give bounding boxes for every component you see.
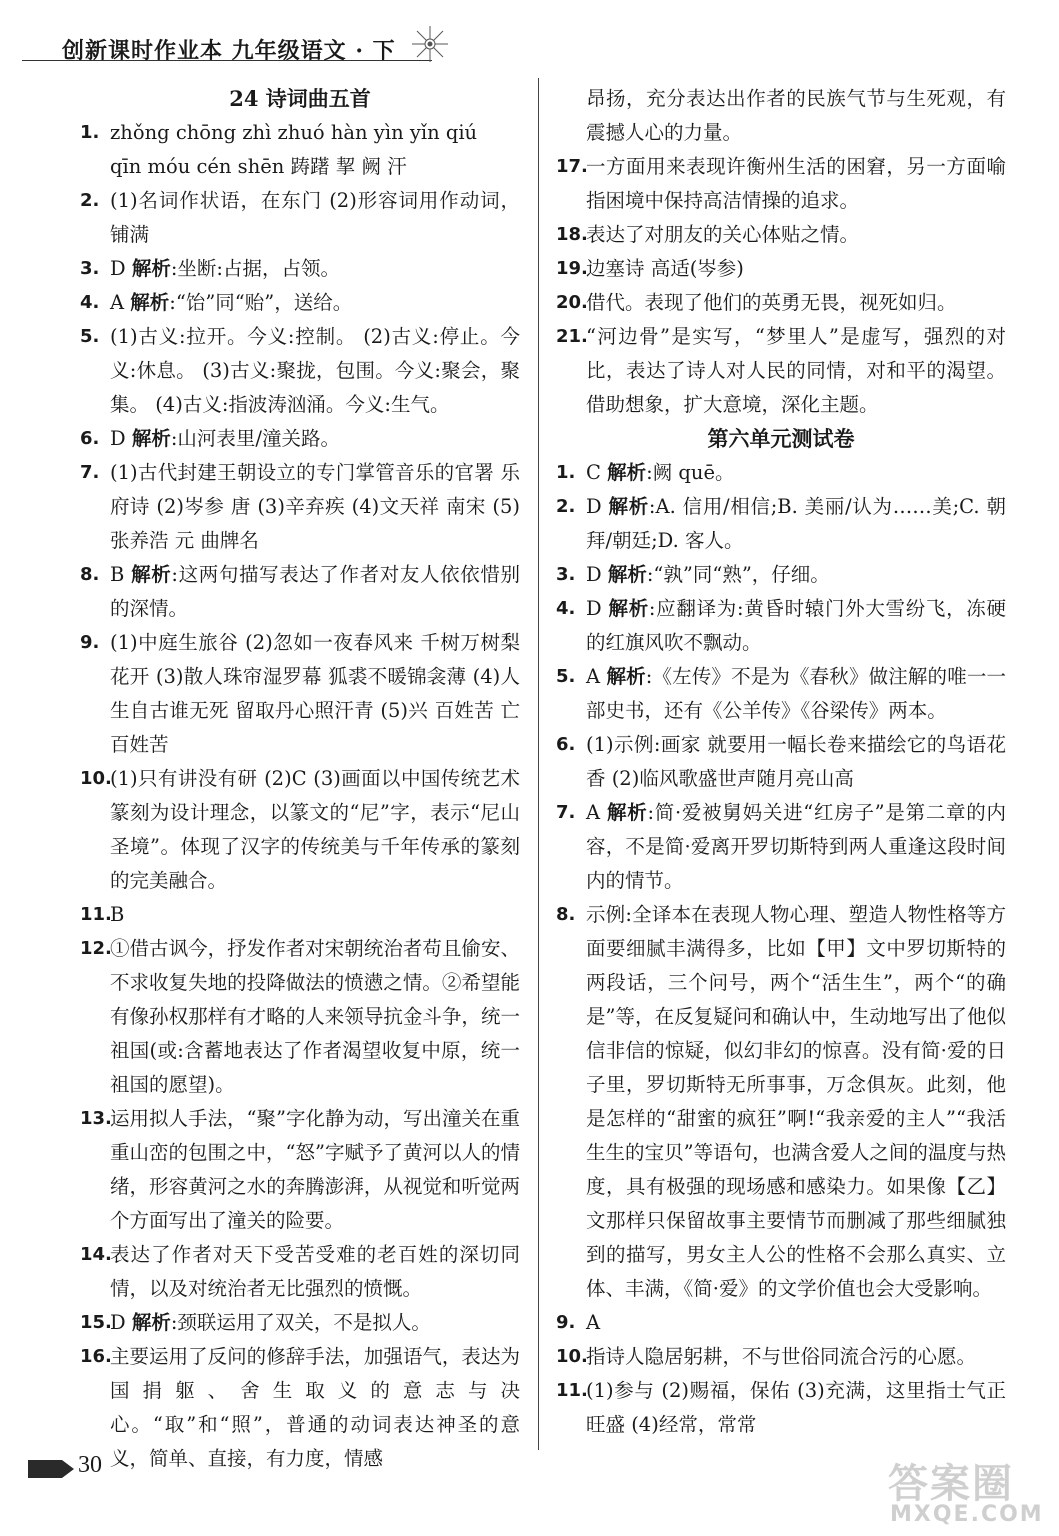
item-number: 14.	[80, 1244, 112, 1265]
answer-body: zhǒng chōng zhì zhuó hàn yìn yǐn qiú qīn móu cén shēn 踌躇 挈 阙 汗	[110, 121, 478, 178]
answer-body: :阙 quē。	[646, 461, 735, 484]
answer-text	[110, 626, 520, 762]
item-number: 5.	[556, 666, 576, 687]
answer-body: :这两句描写表达了作者对友人依依惜别的深情。	[110, 563, 520, 620]
answer-text	[586, 558, 1006, 592]
item-number: 13.	[80, 1108, 112, 1129]
answer-item	[556, 490, 1006, 558]
answer-text	[110, 252, 520, 286]
answer-item	[80, 422, 520, 456]
analysis-label: 解析	[607, 461, 647, 484]
answer-text	[110, 558, 520, 626]
analysis-label: 解析	[131, 427, 171, 450]
answer-body: :简·爱被舅妈关进“红房子”是第二章的内容，不是简·爱离开罗切斯特到两人重逢这段时间内的情节。	[586, 801, 1006, 892]
answer-text	[586, 1374, 1006, 1442]
answer-text	[110, 932, 520, 1102]
answer-item	[556, 286, 1006, 320]
analysis-label: 解析	[130, 291, 170, 314]
answer-text	[586, 218, 1006, 252]
answer-text	[586, 1306, 1006, 1340]
item-number: 4.	[556, 598, 576, 619]
book-title: 创新课时作业本 九年级语文 · 下	[62, 38, 396, 64]
item-number: 11.	[556, 1380, 588, 1401]
analysis-label: 解析	[606, 665, 646, 688]
item-number: 18.	[556, 224, 588, 245]
answer-choice: A	[110, 291, 131, 314]
analysis-label: 解析	[608, 495, 649, 518]
answer-text	[110, 1238, 520, 1306]
answer-text	[110, 1102, 520, 1238]
column-divider	[538, 78, 539, 1450]
answer-body: :山河表里/潼关路。	[170, 427, 340, 450]
answer-body: :颈联运用了双关，不是拟人。	[170, 1311, 431, 1334]
answer-body: (1)古代封建王朝设立的专门掌管音乐的官署 乐府诗 (2)岑参 唐 (3)辛弃疾 (4)文天祥 南宋 (5)张养浩 元 曲牌名	[110, 461, 520, 552]
answer-text: 昂扬，充分表达出作者的民族气节与生死观，有震撼人心的力量。	[586, 87, 1006, 144]
answer-body: (1)只有讲没有研 (2)C (3)画面以中国传统艺术篆刻为设计理念，以篆文的“尼”字，表示“尼山圣境”。体现了汉字的传统美与千年传承的篆刻的完美融合。	[110, 767, 520, 892]
answer-body: 指诗人隐居躬耕，不与世俗同流合污的心愿。	[586, 1345, 977, 1368]
answer-text	[110, 898, 520, 932]
item-number: 9.	[80, 632, 100, 653]
answer-item	[556, 1306, 1006, 1340]
answer-body: (1)示例:画家 就要用一幅长卷来描绘它的鸟语花香 (2)临风歌盛世声随月亮山高	[586, 733, 1006, 790]
answer-item	[556, 456, 1006, 490]
answer-body: 一方面用来表现许衡州生活的困窘，另一方面喻指困境中保持高洁情操的追求。	[586, 155, 1006, 212]
answer-choice: D	[586, 597, 609, 620]
answer-item	[80, 1102, 520, 1238]
analysis-label: 解析	[608, 597, 649, 620]
analysis-label: 解析	[131, 257, 171, 280]
answer-item	[80, 932, 520, 1102]
answer-item	[556, 796, 1006, 898]
answer-body: 运用拟人手法，“聚”字化静为动，写出潼关在重重山峦的包围之中，“怒”字赋予了黄河以人的情绪，形容黄河之水的奔腾澎湃，从视觉和听觉两个方面写出了潼关的险要。	[110, 1107, 520, 1232]
answer-item	[80, 320, 520, 422]
answer-text	[586, 490, 1006, 558]
analysis-label: 解析	[131, 1311, 171, 1334]
answer-item	[556, 150, 1006, 218]
header-rule	[22, 60, 432, 61]
answer-item	[80, 762, 520, 898]
answer-item	[556, 1374, 1006, 1442]
answer-choice: D	[586, 563, 608, 586]
item-number: 7.	[556, 802, 576, 823]
answer-item-continuation	[556, 82, 1006, 150]
item-number: 21.	[556, 326, 588, 347]
item-number: 15.	[80, 1312, 112, 1333]
item-number: 4.	[80, 292, 100, 313]
answer-text	[586, 456, 1006, 490]
watermark	[888, 1452, 1048, 1532]
item-number: 6.	[80, 428, 100, 449]
item-number: 20.	[556, 292, 588, 313]
answer-text	[586, 150, 1006, 218]
analysis-label: 解析	[607, 801, 648, 824]
item-number: 10.	[80, 768, 112, 789]
answer-text	[586, 660, 1006, 728]
answer-body: A	[586, 1311, 601, 1334]
answer-text	[586, 728, 1006, 796]
answer-body: :“孰”同“熟”，仔细。	[646, 563, 830, 586]
answer-item	[80, 456, 520, 558]
section-title: 24 诗词曲五首	[229, 86, 371, 111]
watermark-bottom: MXQE.COM	[890, 1502, 1044, 1527]
answer-item	[556, 218, 1006, 252]
item-number: 3.	[80, 258, 100, 279]
answer-body: “河边骨”是实写，“梦里人”是虚写，强烈的对比，表达了诗人对人民的同情，对和平的渴望。借助想象，扩大意境，深化主题。	[586, 325, 1006, 416]
answer-item	[556, 728, 1006, 796]
answer-body: 示例:全译本在表现人物心理、塑造人物性格等方面要细腻丰满得多，比如【甲】文中罗切斯特的两段话，三个问号，两个“活生生”，两个“的确是”等，在反复疑问和确认中，生动地写出了他似信非信的惊疑，似幻非幻的惊喜。没有简·爱的日子里，罗切斯特无所事事，万念俱灰。此刻，他是怎样的“甜蜜的疯狂”啊!“我亲爱的主人”“我活生生的宝贝”等语句，也满含爱人之间的温度与热度，具有极强的现场感和感染力。如果像【乙】文那样只保留故事主要情节而删减了那些细腻独到的描写，男女主人公的性格不会那么真实、立体、丰满，《简·爱》的文学价值也会大受影响。	[586, 903, 1006, 1300]
answer-body: 借代。表现了他们的英勇无畏，视死如归。	[586, 291, 957, 314]
answer-item	[556, 252, 1006, 286]
item-number: 1.	[556, 462, 576, 483]
answer-item	[556, 660, 1006, 728]
item-number: 5.	[80, 326, 100, 347]
answer-item	[80, 558, 520, 626]
answer-text	[110, 116, 520, 184]
item-number: 12.	[80, 938, 112, 959]
answer-body: (1)参与 (2)赐福，保佑 (3)充满，这里指士气正旺盛 (4)经常，常常	[586, 1379, 1006, 1436]
answer-text	[110, 456, 520, 558]
item-number: 1.	[80, 122, 100, 143]
answer-choice: A	[586, 801, 608, 824]
answer-body: 表达了作者对天下受苦受难的老百姓的深切同情，以及对统治者无比强烈的愤慨。	[110, 1243, 520, 1300]
answer-body: :坐断:占据，占领。	[170, 257, 340, 280]
answer-text	[110, 762, 520, 898]
answer-item	[80, 1306, 520, 1340]
page-header	[0, 0, 1059, 72]
answer-choice: D	[586, 495, 609, 518]
analysis-label: 解析	[607, 563, 647, 586]
item-number: 2.	[556, 496, 576, 517]
item-number: 9.	[556, 1312, 576, 1333]
left-column	[80, 82, 520, 1476]
answer-body: B	[110, 903, 125, 926]
answer-text	[586, 286, 1006, 320]
analysis-label: 解析	[131, 563, 172, 586]
answer-item	[80, 184, 520, 252]
item-number: 6.	[556, 734, 576, 755]
answer-body: (1)中庭生旅谷 (2)忽如一夜春风来 千树万树梨花开 (3)散人珠帘湿罗幕 狐裘不暖锦衾薄 (4)人生自古谁无死 留取丹心照汗青 (5)兴 百姓苦 亡 百姓苦	[110, 631, 520, 756]
answer-text	[586, 592, 1006, 660]
answer-choice: A	[586, 665, 607, 688]
answer-choice: D	[110, 427, 132, 450]
item-number: 8.	[80, 564, 100, 585]
answer-choice: B	[110, 563, 132, 586]
answer-choice: D	[110, 1311, 132, 1334]
answer-choice: D	[110, 257, 132, 280]
answer-body: 边塞诗 高适(岑参)	[586, 257, 744, 280]
answer-body: :应翻译为:黄昏时辕门外大雪纷飞，冻硬的红旗风吹不飘动。	[586, 597, 1006, 654]
section-title: 第六单元测试卷	[707, 426, 855, 451]
answer-text	[110, 422, 520, 456]
answer-body: 主要运用了反问的修辞手法，加强语气，表达为国捐躯、舍生取义的意志与决心。“取”和“照”，普通的动词表达神圣的意义，简单、直接，有力度，情感	[110, 1345, 520, 1470]
item-number: 7.	[80, 462, 100, 483]
answer-text	[110, 1340, 520, 1476]
answer-body: 表达了对朋友的关心体贴之情。	[586, 223, 860, 246]
answer-body: :《左传》不是为《春秋》做注解的唯一一部史书，还有《公羊传》《谷梁传》两本。	[586, 665, 1006, 722]
answer-text	[110, 286, 520, 320]
answer-choice: C	[586, 461, 608, 484]
answer-body: :A. 信用/相信;B. 美丽/认为……美;C. 朝拜/朝廷;D. 客人。	[586, 495, 1006, 552]
flower-ornament-icon	[408, 22, 452, 66]
answer-text	[586, 796, 1006, 898]
answer-text	[586, 898, 1006, 1306]
answer-item	[556, 558, 1006, 592]
answer-body: (1)古义:拉开。今义:控制。 (2)古义:停止。今义:休息。 (3)古义:聚拢，包围。今义:聚会，聚集。 (4)古义:指波涛汹涌。今义:生气。	[110, 325, 520, 416]
answer-body: :“饴”同“贻”，送给。	[169, 291, 353, 314]
answer-item	[80, 626, 520, 762]
watermark-top: 答案圈	[888, 1461, 1014, 1507]
answer-item	[556, 898, 1006, 1306]
answer-text	[110, 1306, 520, 1340]
answer-text	[110, 184, 520, 252]
answer-item	[80, 286, 520, 320]
answer-body: ①借古讽今，抒发作者对宋朝统治者苟且偷安、不求收复失地的投降做法的愤懑之情。②希望能有像孙权那样有才略的人来领导抗金斗争，统一祖国(或:含蓄地表达了作者渴望收复中原，统一祖国的愿望)。	[110, 937, 520, 1096]
page-number: 30	[78, 1452, 102, 1478]
answer-text	[586, 320, 1006, 422]
answer-text	[586, 1340, 1006, 1374]
answer-text	[586, 252, 1006, 286]
answer-item	[80, 1340, 520, 1476]
answer-item	[80, 1238, 520, 1306]
answer-item	[556, 592, 1006, 660]
item-number: 3.	[556, 564, 576, 585]
answer-item	[556, 1340, 1006, 1374]
answer-item	[80, 252, 520, 286]
page-tab-marker	[28, 1458, 74, 1480]
item-number: 2.	[80, 190, 100, 211]
item-number: 11.	[80, 904, 112, 925]
item-number: 16.	[80, 1346, 112, 1367]
answer-item	[80, 116, 520, 184]
answer-item	[80, 898, 520, 932]
answer-item	[556, 320, 1006, 422]
answer-text	[110, 320, 520, 422]
answer-body: (1)名词作状语，在东门 (2)形容词用作动词，铺满	[110, 189, 520, 246]
item-number: 17.	[556, 156, 588, 177]
right-column	[556, 82, 1006, 1442]
item-number: 19.	[556, 258, 588, 279]
item-number: 10.	[556, 1346, 588, 1367]
item-number: 8.	[556, 904, 576, 925]
